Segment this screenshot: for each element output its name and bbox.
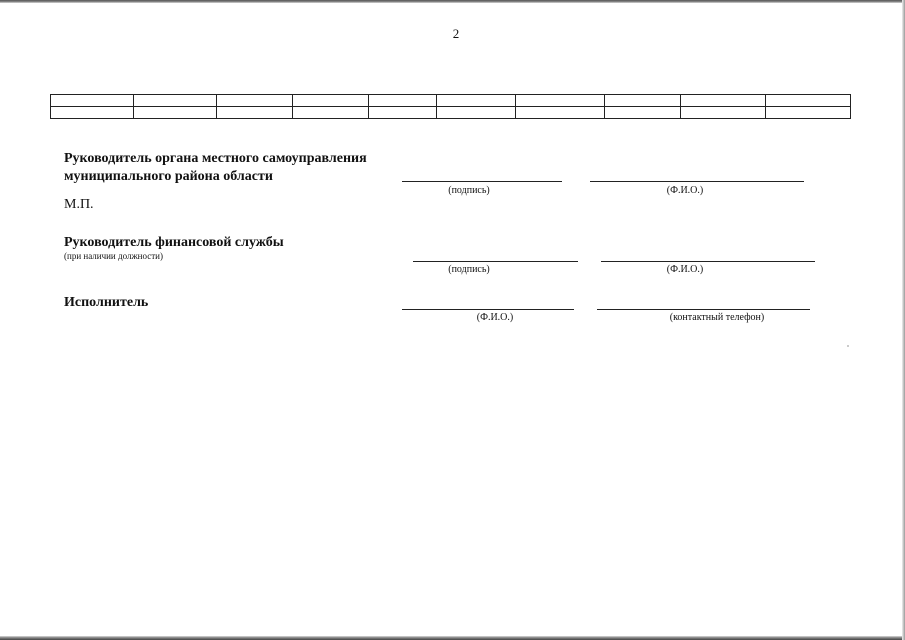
scan-speck [847,345,849,347]
table-body [51,95,851,119]
head-title-line2: муниципального района области [64,169,273,184]
finance-title: Руководитель финансовой службы [64,235,284,250]
empty-form-table [50,94,851,119]
executor-phone-caption: (контактный телефон) [669,312,765,323]
executor-phone-line[interactable] [597,309,810,310]
table-cell[interactable] [217,95,293,107]
finance-name-caption: (Ф.И.О.) [666,264,704,275]
head-name-line[interactable] [590,181,804,182]
table-cell[interactable] [134,95,217,107]
table-cell[interactable] [134,107,217,119]
head-name-caption: (Ф.И.О.) [666,185,704,196]
finance-note: (при наличии должности) [64,251,163,261]
page-number: 2 [452,26,460,41]
table-cell[interactable] [605,95,681,107]
table-cell[interactable] [51,95,134,107]
head-title-line1: Руководитель органа местного самоуправления [64,151,367,166]
table-cell[interactable] [516,95,605,107]
executor-name-caption: (Ф.И.О.) [476,312,514,323]
table-cell[interactable] [605,107,681,119]
finance-signature-caption: (подпись) [448,264,490,275]
table-cell[interactable] [369,95,437,107]
table-cell[interactable] [516,107,605,119]
executor-name-line[interactable] [402,309,574,310]
stamp-label: М.П. [64,197,94,212]
table-cell[interactable] [766,95,851,107]
table-row [51,107,851,119]
table-cell[interactable] [437,95,516,107]
finance-signature-line[interactable] [413,261,578,262]
table-cell[interactable] [293,95,369,107]
table-cell[interactable] [217,107,293,119]
table-row [51,95,851,107]
table-cell[interactable] [681,95,766,107]
scan-edge-top [0,0,905,3]
executor-title: Исполнитель [64,295,149,310]
table-cell[interactable] [437,107,516,119]
table-cell[interactable] [293,107,369,119]
scan-edge-bottom [0,636,905,640]
head-signature-line[interactable] [402,181,562,182]
table-cell[interactable] [766,107,851,119]
head-signature-caption: (подпись) [448,185,490,196]
table-cell[interactable] [681,107,766,119]
table-cell[interactable] [51,107,134,119]
finance-name-line[interactable] [601,261,815,262]
table-cell[interactable] [369,107,437,119]
